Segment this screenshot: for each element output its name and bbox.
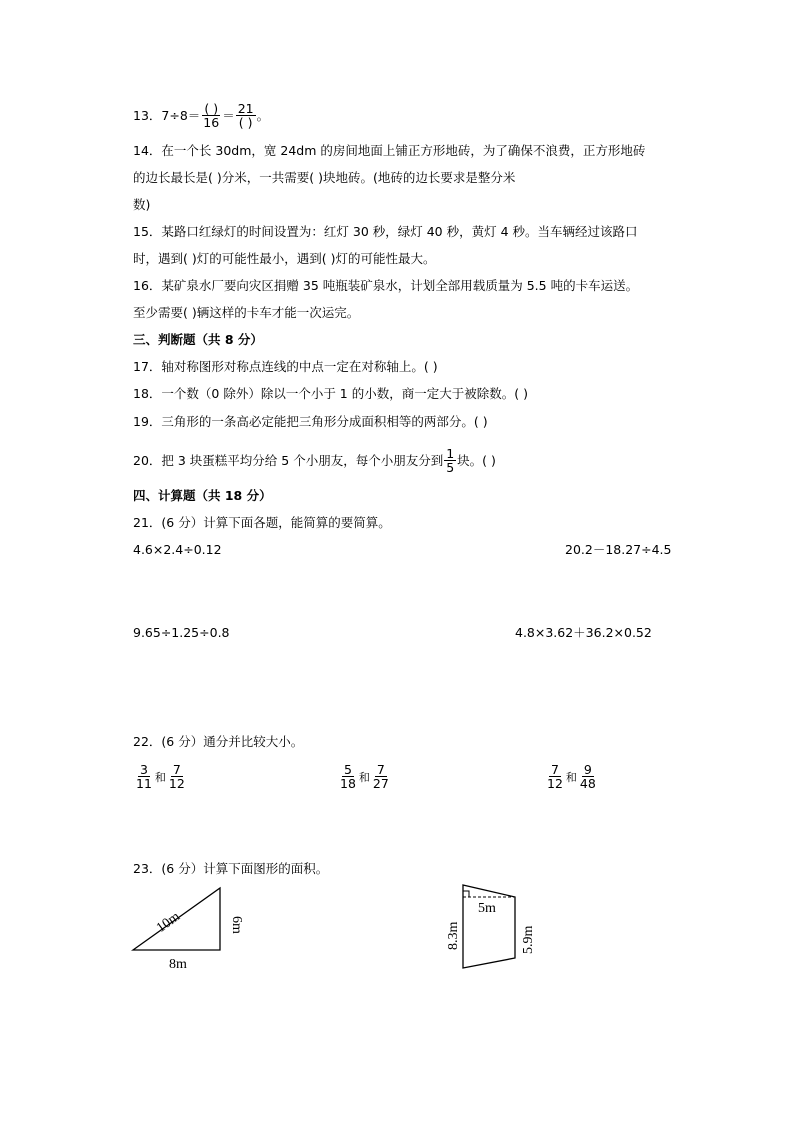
q22-title: 22．(6 分）通分并比较大小。 bbox=[133, 734, 304, 749]
question-18: 18．一个数（0 除外）除以一个小于 1 的小数，商一定大于被除数。( ) bbox=[133, 386, 528, 401]
q22-pair-1-fraction-b: $\frac{7}{12}$ bbox=[168, 762, 185, 791]
q14-line-2: 的边长最长是( )分米，一共需要( )块地砖。(地砖的边长要求是整分米 bbox=[133, 170, 516, 185]
q14-line-3: 数) bbox=[133, 197, 151, 212]
q13-text: ．7÷8＝ bbox=[148, 107, 201, 123]
q22-pair-2-fraction-a: $\frac{5}{18}$ bbox=[340, 762, 356, 791]
q13-fraction-1: $\frac{( )}{16}$ bbox=[203, 101, 220, 130]
q22-and: 和 bbox=[565, 770, 577, 784]
q13-fraction-2: $\frac{21}{( )}$ bbox=[237, 101, 254, 130]
q20-fraction: $\frac{1}{5}$ bbox=[446, 446, 455, 475]
triangle-hypotenuse-label: 10m bbox=[153, 909, 183, 936]
question-17: 17．轴对称图形对称点连线的中点一定在对称轴上。( ) bbox=[133, 359, 438, 374]
q22-pair-2-fraction-b: $\frac{7}{27}$ bbox=[372, 762, 389, 791]
q13-end: 。 bbox=[256, 107, 270, 123]
q21-expression-1: 4.6×2.4÷0.12 bbox=[133, 542, 222, 557]
q23-title: 23．(6 分）计算下面图形的面积。 bbox=[133, 861, 329, 876]
q22-and: 和 bbox=[154, 770, 166, 784]
q14-line-1: 14．在一个长 30dm，宽 24dm 的房间地面上铺正方形地砖，为了确保不浪费，正方形地砖 bbox=[133, 143, 646, 158]
triangle-figure bbox=[125, 880, 255, 975]
trapezoid-left-label: 8.3m bbox=[446, 921, 461, 950]
q22-pair-3-fraction-a: $\frac{7}{12}$ bbox=[547, 762, 563, 791]
q13-number: 13 bbox=[133, 107, 149, 123]
question-13 bbox=[133, 102, 269, 129]
q13-equals: ＝ bbox=[222, 107, 235, 123]
trapezoid-top-label: 5m bbox=[478, 901, 496, 916]
q20-text-b: 块。( ) bbox=[457, 452, 496, 468]
section-3-heading: 三、判断题（共 8 分） bbox=[133, 332, 263, 347]
triangle-base-label: 8m bbox=[169, 957, 187, 972]
right-angle-mark bbox=[463, 891, 469, 897]
q15-line-2: 时，遇到( )灯的可能性最小，遇到( )灯的可能性最大。 bbox=[133, 251, 436, 266]
q21-expression-2: 20.2－18.27÷4.5 bbox=[565, 542, 672, 557]
q20-text-a: 20．把 3 块蛋糕平均分给 5 个小朋友，每个小朋友分到 bbox=[133, 452, 444, 468]
q21-expression-4: 4.8×3.62＋36.2×0.52 bbox=[515, 625, 652, 640]
q22-and: 和 bbox=[358, 770, 370, 784]
q16-line-2: 至少需要( )辆这样的卡车才能一次运完。 bbox=[133, 305, 360, 320]
section-4-heading: 四、计算题（共 18 分） bbox=[133, 488, 272, 503]
trapezoid-right-label: 5.9m bbox=[521, 925, 536, 954]
q22-pair-3-fraction-b: $\frac{9}{48}$ bbox=[579, 762, 596, 791]
q15-line-1: 15．某路口红绿灯的时间设置为：红灯 30 秒，绿灯 40 秒，黄灯 4 秒。当车辆经过该路口 bbox=[133, 224, 638, 239]
q22-pair-1-fraction-a: $\frac{3}{11}$ bbox=[136, 762, 152, 791]
question-19: 19．三角形的一条高必定能把三角形分成面积相等的两部分。( ) bbox=[133, 414, 488, 429]
q21-title: 21．(6 分）计算下面各题，能简算的要简算。 bbox=[133, 515, 391, 530]
q22-pair-2 bbox=[337, 763, 392, 790]
q21-expression-3: 9.65÷1.25÷0.8 bbox=[133, 625, 230, 640]
question-20 bbox=[133, 447, 496, 474]
q16-line-1: 16．某矿泉水厂要向灾区捐赠 35 吨瓶装矿泉水，计划全部用载质量为 5.5 吨的卡车运送。 bbox=[133, 278, 639, 293]
q22-pair-1 bbox=[133, 763, 188, 790]
triangle-height-label: 6m bbox=[229, 916, 244, 934]
trapezoid-figure bbox=[440, 878, 550, 978]
q22-pair-3 bbox=[544, 763, 599, 790]
